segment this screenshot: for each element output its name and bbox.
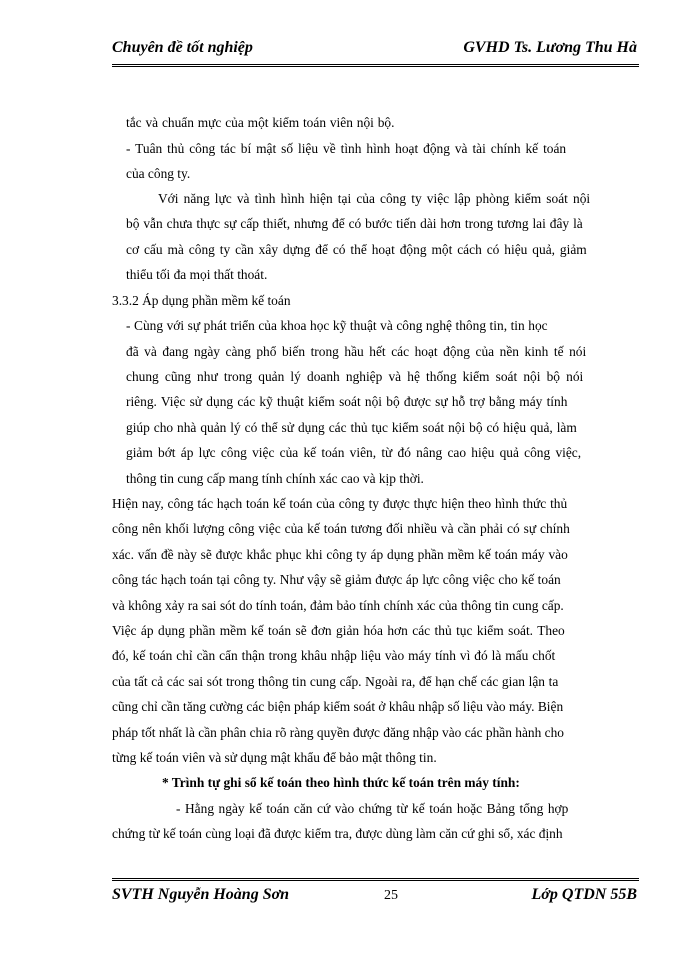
section-heading: 3.3.2 Áp dụng phần mềm kế toán xyxy=(112,293,291,308)
page-number: 25 xyxy=(384,888,398,903)
footer-rule xyxy=(112,878,639,881)
text-line: thông tin cung cấp mang tính chính xác cao và kịp thời. xyxy=(126,471,424,486)
text-line: và không xảy ra sai sót do tính toán, đảm bảo tính chính xác của thông tin cung cấp. xyxy=(112,598,564,613)
text-line: riêng. Việc sử dụng các kỹ thuật kiểm soát nội bộ được sự hỗ trợ bằng máy tính xyxy=(126,394,568,409)
text-line: thiểu tối đa mọi thất thoát. xyxy=(126,267,268,282)
text-line: công tác hạch toán tại công ty. Như vậy sẽ giảm được áp lực công việc cho kế toán xyxy=(112,572,561,587)
text-line: pháp tốt nhất là cần phân chia rõ ràng quyền được đăng nhập vào các phần hành cho xyxy=(112,725,564,740)
header-rule xyxy=(112,64,639,67)
text-line: đó, kế toán chỉ cần cẩn thận trong khâu nhập liệu vào máy tính vì đó là mấu chốt xyxy=(112,648,556,663)
header-supervisor: GVHD Ts. Lương Thu Hà xyxy=(463,39,637,56)
text-line: Hiện nay, công tác hạch toán kế toán của công ty được thực hiện theo hình thức thủ xyxy=(112,496,568,511)
text-line: - Cùng với sự phát triển của khoa học kỹ thuật và công nghệ thông tin, tin học xyxy=(126,318,548,333)
text-line: của công ty. xyxy=(126,166,191,181)
header-title: Chuyên đề tốt nghiệp xyxy=(112,39,253,56)
text-line: tắc và chuẩn mực của một kiểm toán viên nội bộ. xyxy=(126,115,395,130)
footer-class: Lớp QTDN 55B xyxy=(531,886,637,903)
text-line: chứng từ kế toán cùng loại đã được kiểm tra, được dùng làm căn cứ ghi sổ, xác định xyxy=(112,826,563,841)
text-line: xác. vấn đề này sẽ được khắc phục khi công ty áp dụng phần mềm kế toán máy vào xyxy=(112,547,568,562)
text-line: cũng chỉ cần tăng cường các biện pháp kiểm soát ở khâu nhập số liệu vào máy. Biện xyxy=(112,699,564,714)
subheading: * Trình tự ghi sổ kế toán theo hình thức kế toán trên máy tính: xyxy=(162,775,520,790)
text-line: bộ vẫn chưa thực sự cấp thiết, nhưng để có bước tiến dài hơn trong tương lai đây là xyxy=(126,216,583,231)
text-line: giảm bớt áp lực công việc của kế toán viên, từ đó nâng cao hiệu quả công việc, xyxy=(126,445,582,460)
text-line: chung cũng như trong quản lý doanh nghiệp và hệ thống kiểm soát nội bộ nói xyxy=(126,369,584,384)
text-line: giúp cho nhà quản lý có thể sử dụng các thủ tục kiểm soát nội bộ có hiệu quả, làm xyxy=(126,420,577,435)
page-header xyxy=(112,39,637,61)
text-line: - Hằng ngày kế toán căn cứ vào chứng từ kế toán hoặc Bảng tổng hợp xyxy=(176,801,569,816)
text-line: - Tuân thủ công tác bí mật số liệu về tình hình hoạt động và tài chính kế toán xyxy=(126,141,567,156)
text-line: Việc áp dụng phần mềm kế toán sẽ đơn giản hóa hơn các thủ tục kiểm soát. Theo xyxy=(112,623,565,638)
footer-author: SVTH Nguyễn Hoàng Sơn xyxy=(112,886,290,903)
text-line: Với năng lực và tình hình hiện tại của công ty việc lập phòng kiểm soát nội xyxy=(158,191,591,206)
text-line: công nên khối lượng công việc của kế toán tương đối nhiều và cần phải có sự chính xyxy=(112,521,570,536)
text-line: từng kế toán viên và sử dụng mật khẩu để bảo mật thông tin. xyxy=(112,750,437,765)
text-line: của tất cả các sai sót trong thông tin cung cấp. Ngoài ra, để hạn chế các gian lận ta xyxy=(112,674,559,689)
text-line: đã và đang ngày càng phổ biến trong hầu hết các hoạt động của nền kinh tế nói xyxy=(126,344,587,359)
text-line: cơ cấu mà công ty cần xây dựng để có thể hoạt động một cách có hiệu quả, giảm xyxy=(126,242,587,257)
